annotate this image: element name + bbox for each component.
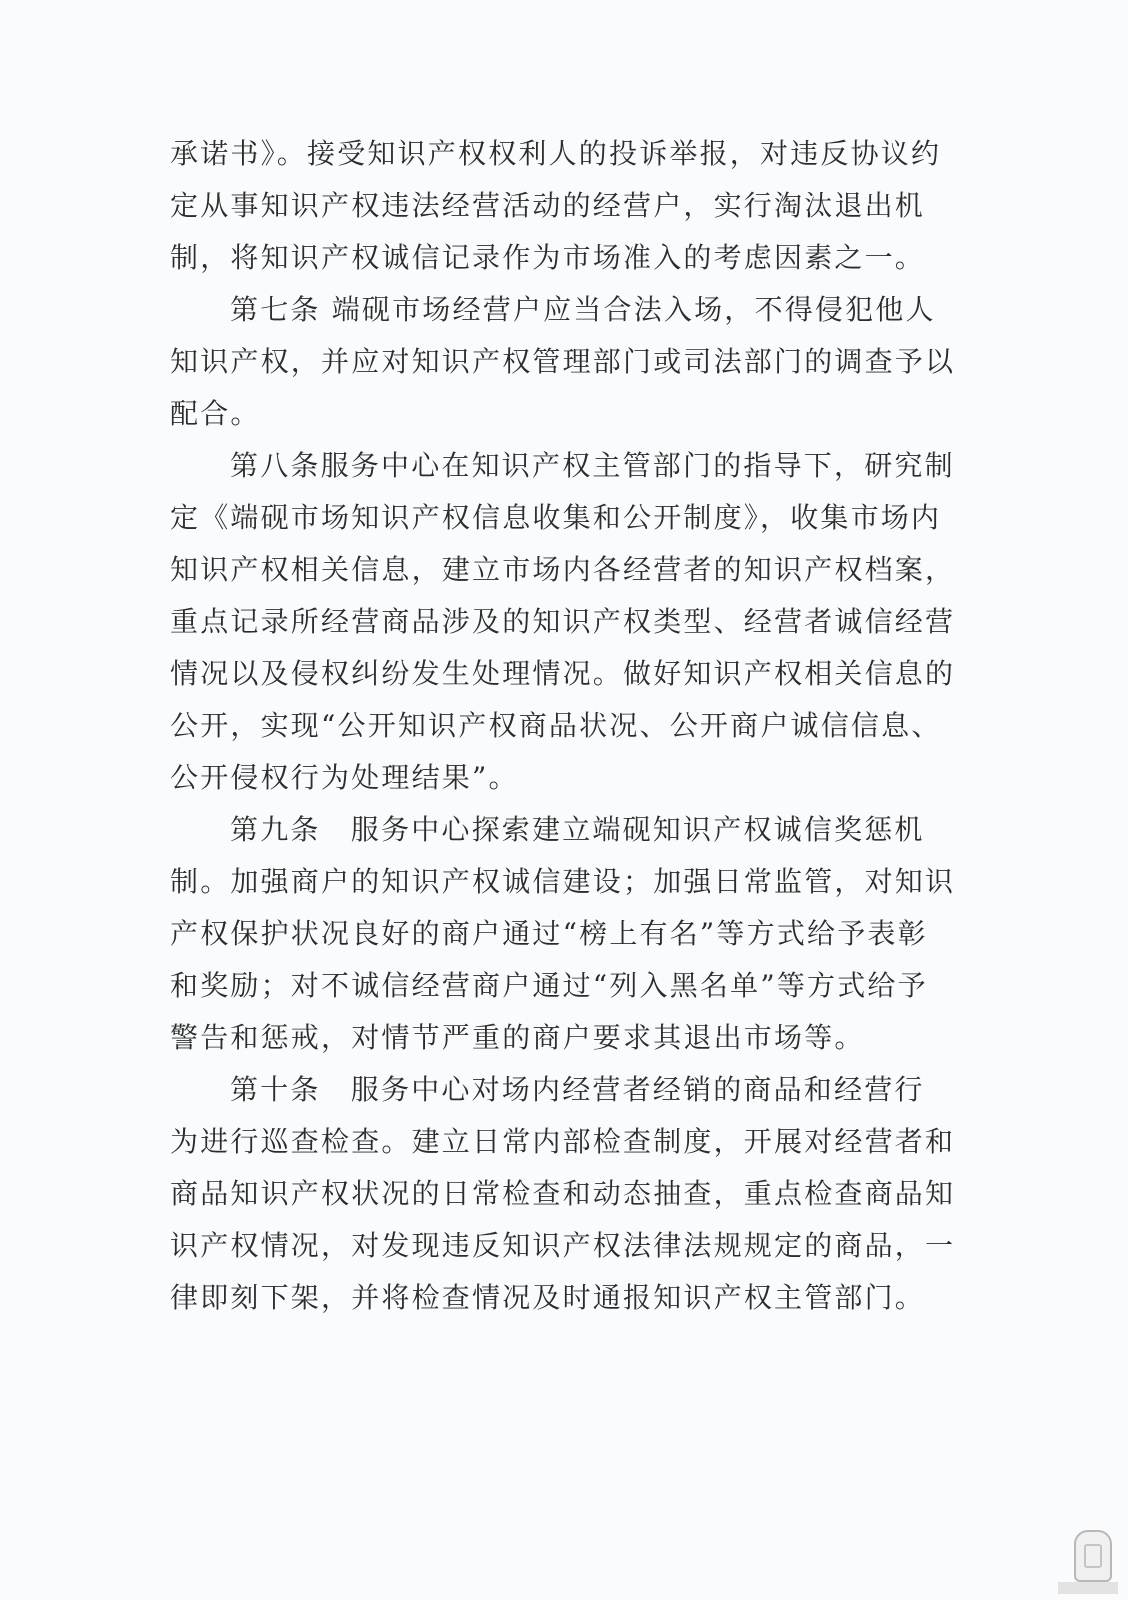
article-10-heading-line: 第十条 服务中心对场内经营者经销的商品和经营行 xyxy=(230,1073,925,1106)
text-line: 重点记录所经营商品涉及的知识产权类型、经营者诚信经营 xyxy=(170,605,956,638)
text-line: 制，将知识产权诚信记录作为市场准入的考虑因素之一。 xyxy=(170,241,926,274)
text-line: 制。加强商户的知识产权诚信建设；加强日常监管，对知识 xyxy=(170,865,956,898)
text-line: 公开侵权行为处理结果”。 xyxy=(170,761,519,794)
text-line: 商品知识产权状况的日常检查和动态抽查，重点检查商品知 xyxy=(170,1177,956,1210)
corner-stamp-icon xyxy=(1074,1530,1112,1582)
article-7-heading-line: 第七条 端砚市场经营户应当合法入场，不得侵犯他人 xyxy=(230,293,936,326)
text-line: 警告和惩戒，对情节严重的商户要求其退出市场等。 xyxy=(170,1021,865,1054)
article-9-heading-line: 第九条 服务中心探索建立端砚知识产权诚信奖惩机 xyxy=(230,813,925,846)
text-line: 公开，实现“公开知识产权商品状况、公开商户诚信信息、 xyxy=(170,709,942,742)
text-line: 知识产权，并应对知识产权管理部门或司法部门的调查予以 xyxy=(170,345,956,378)
corner-watermark xyxy=(1058,1582,1118,1594)
text-line: 承诺书》。接受知识产权权利人的投诉举报，对违反协议约 xyxy=(170,137,942,170)
text-line: 配合。 xyxy=(170,397,261,430)
article-8-heading-line: 第八条服务中心在知识产权主管部门的指导下，研究制 xyxy=(230,449,955,482)
text-line: 律即刻下架，并将检查情况及时通报知识产权主管部门。 xyxy=(170,1281,926,1314)
text-line: 知识产权相关信息，建立市场内各经营者的知识产权档案， xyxy=(170,553,956,586)
text-line: 和奖励；对不诚信经营商户通过“列入黑名单”等方式给予 xyxy=(170,969,928,1002)
text-line: 定《端砚市场知识产权信息收集和公开制度》，收集市场内 xyxy=(170,501,942,534)
text-line: 定从事知识产权违法经营活动的经营户，实行淘汰退出机 xyxy=(170,189,926,222)
text-line: 为进行巡查检查。建立日常内部检查制度，开展对经营者和 xyxy=(170,1125,956,1158)
text-line: 产权保护状况良好的商户通过“榜上有名”等方式给予表彰 xyxy=(170,917,928,950)
text-line: 情况以及侵权纠纷发生处理情况。做好知识产权相关信息的 xyxy=(170,657,956,690)
text-line: 识产权情况，对发现违反知识产权法律法规规定的商品，一 xyxy=(170,1229,956,1262)
